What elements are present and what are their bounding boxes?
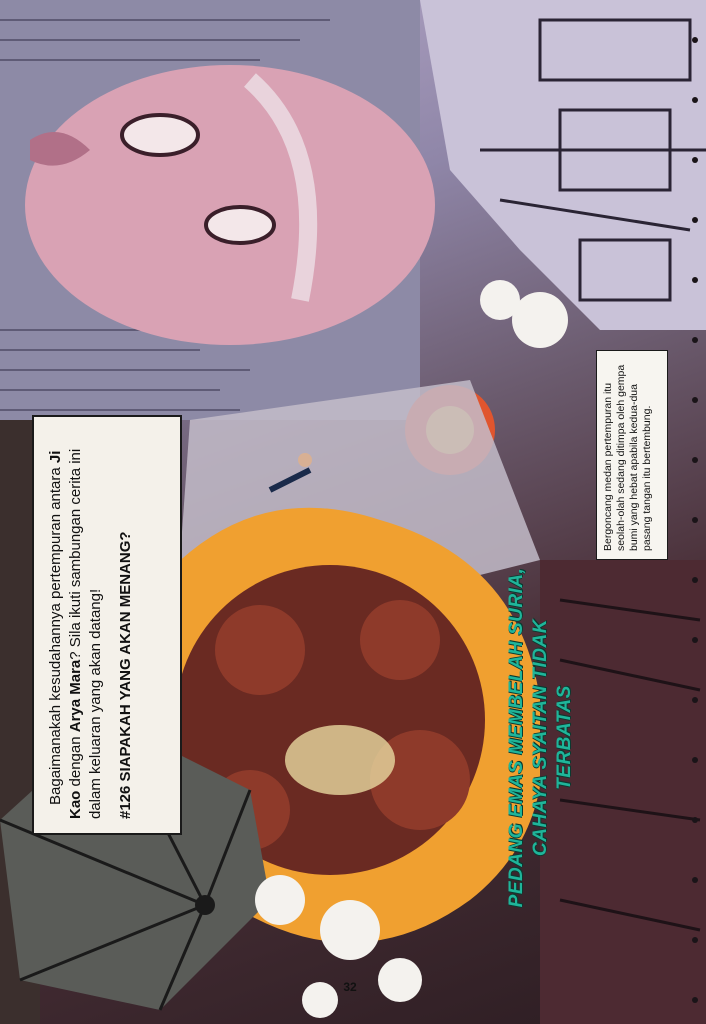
next-issue-title: #126 SIAPAKAH YANG AKAN MENANG? (117, 531, 134, 819)
page-number: 32 (343, 980, 357, 994)
caption-box (32, 415, 182, 835)
clashing-fighters (285, 725, 395, 795)
face-eye-upper (122, 115, 198, 155)
chapter-title-line2: CAHAYA SYAITAN TIDAK TERBATAS (530, 619, 575, 856)
character-name: Arya Mara (67, 659, 84, 733)
chapter-title (505, 565, 575, 910)
old-master-face (25, 65, 435, 345)
caption-question: Bagaimanakah kesudahannya pertempuran antara Ji Kao dengan Arya Mara? Sila ikuti sambungan cerita ini dalam keluaran yang akan datang! (47, 448, 104, 819)
temple-buildings (420, 0, 706, 330)
chapter-title-line1: PEDANG EMAS MEMBELAH SURIA, (506, 567, 527, 908)
face-eye-lower (206, 207, 274, 243)
narration-box (596, 350, 668, 560)
narration-text: Bergoncang medan pertempuran itu seolah-olah sedang ditimpa oleh gempa bumi yang hebat apabila kedua-dua pasang tangan itu bertembung. (602, 364, 653, 551)
character-name: Ji Kao (47, 450, 84, 819)
binder-holes (690, 0, 700, 1024)
